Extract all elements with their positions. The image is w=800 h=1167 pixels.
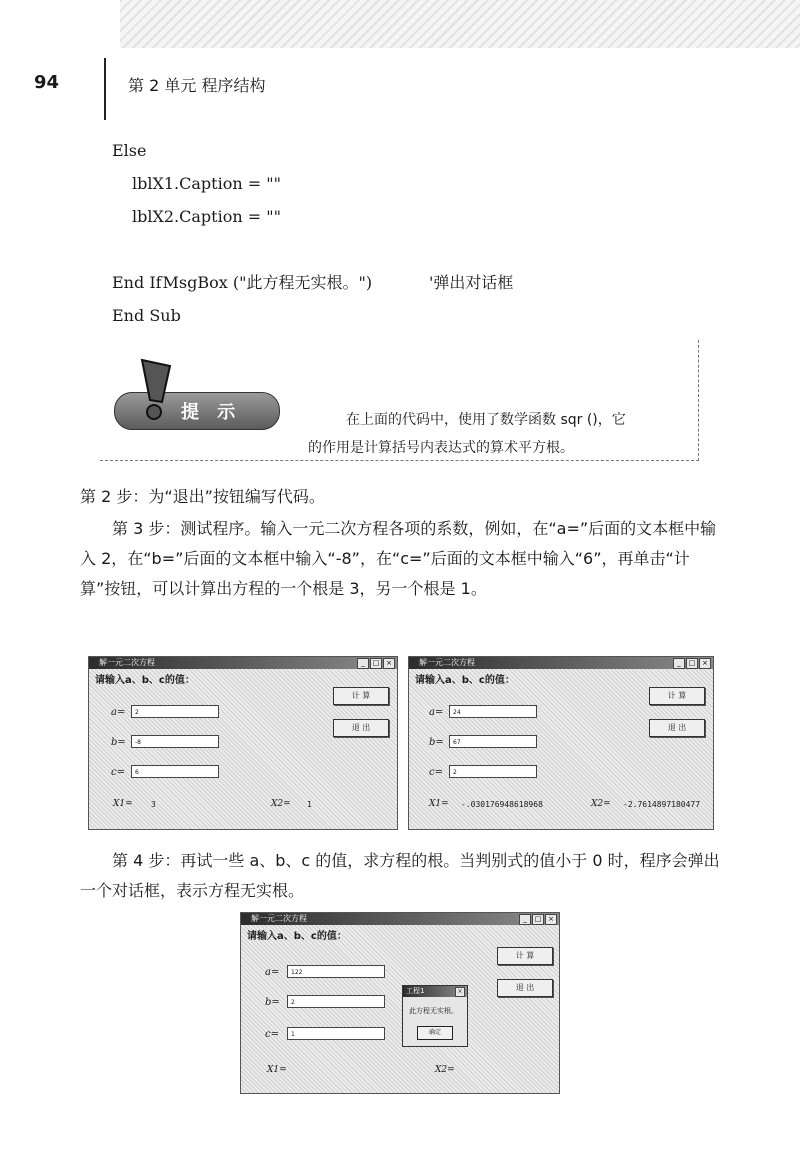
close-icon[interactable]: × [455,987,465,997]
root-x2-value: -2.7614897180477 [623,800,701,809]
app-window-2 [408,656,714,830]
label-b: b= [429,737,444,748]
header-decoration [120,0,800,48]
label-x2: X2= [271,799,291,809]
window-title: 解一元二次方程 [251,914,307,923]
tip-line: 在上面的代码中，使用了数学函数 sqr ()，它 [346,412,626,428]
tip-callout [100,340,700,462]
code-line: Else [112,141,147,160]
close-icon[interactable]: × [699,658,711,669]
dialog-title: 工程1 [406,987,425,995]
app-window-3 [240,912,560,1094]
label-x1: X1= [267,1065,287,1075]
input-a[interactable]: 122 [287,965,385,978]
input-b[interactable]: 67 [449,735,537,748]
code-comment: '弹出对话框 [429,273,514,292]
label-b: b= [111,737,126,748]
window-title: 解一元二次方程 [99,658,155,667]
tip-badge-label: 提 示 [181,402,242,423]
code-text: MsgBox ("此方程无实根。") [162,273,373,292]
exclamation-icon [134,358,178,422]
tip-line: 的作用是计算括号内表达式的算术平方根。 [308,440,574,456]
window-titlebar [89,657,397,669]
label-b: b= [265,997,280,1008]
label-a: a= [429,707,444,718]
step-2-text: 第 2 步：为“退出”按钮编写代码。 [80,487,325,506]
dialog-message: 此方程无实根。 [409,1007,458,1015]
window-titlebar [241,913,559,925]
label-x2: X2= [435,1065,455,1075]
maximize-icon[interactable]: □ [370,658,382,669]
exit-button[interactable]: 退 出 [333,719,389,737]
minimize-icon[interactable]: _ [673,658,685,669]
step-4-text: 第 4 步：再试一些 a、b、c 的值，求方程的根。当判别式的值小于 0 时，程序会弹出一个对话框，表示方程无实根。 [80,851,720,900]
exit-button[interactable]: 退 出 [649,719,705,737]
code-line: lblX1.Caption = "" [132,174,281,193]
input-b[interactable]: 2 [287,995,385,1008]
page-number: 94 [34,72,60,93]
chapter-title: 第 2 单元 程序结构 [128,76,266,95]
root-x2-value: 1 [307,800,312,809]
close-icon[interactable]: × [383,658,395,669]
maximize-icon[interactable]: □ [686,658,698,669]
input-c[interactable]: 6 [131,765,219,778]
window-titlebar [409,657,713,669]
calculate-button[interactable]: 计 算 [333,687,389,705]
input-prompt: 请输入a、b、c的值： [247,931,347,942]
root-x1-value: -.030176948618968 [461,800,543,809]
calculate-button[interactable]: 计 算 [649,687,705,705]
dialog-titlebar [403,986,467,997]
ok-button[interactable]: 确定 [417,1026,453,1040]
input-c[interactable]: 1 [287,1027,385,1040]
input-a[interactable]: 2 [131,705,219,718]
input-a[interactable]: 24 [449,705,537,718]
label-x1: X1= [429,799,449,809]
message-dialog [402,985,468,1047]
app-window-1 [88,656,398,830]
label-a: a= [265,967,280,978]
minimize-icon[interactable]: _ [519,914,531,925]
code-listing [112,134,514,332]
step-3-text: 第 3 步：测试程序。输入一元二次方程各项的系数，例如，在“a=”后面的文本框中输入 2，在“b=”后面的文本框中输入“-8”，在“c=”后面的文本框中输入“6”，再单击“计算”按钮，可以计算出方程的一个根是 3，另一个根是 1。 [80,519,717,598]
root-x1-value: 3 [151,800,156,809]
minimize-icon[interactable]: _ [357,658,369,669]
input-prompt: 请输入a、b、c的值： [415,675,515,686]
input-b[interactable]: -8 [131,735,219,748]
maximize-icon[interactable]: □ [532,914,544,925]
input-c[interactable]: 2 [449,765,537,778]
window-title: 解一元二次方程 [419,658,475,667]
label-a: a= [111,707,126,718]
calculate-button[interactable]: 计 算 [497,947,553,965]
header-divider [104,58,106,120]
label-x1: X1= [113,799,133,809]
label-c: c= [429,767,443,778]
tip-text [308,406,688,462]
code-line: End Sub [112,306,181,325]
label-c: c= [265,1029,279,1040]
code-line: lblX2.Caption = "" [132,207,281,226]
label-c: c= [111,767,125,778]
close-icon[interactable]: × [545,914,557,925]
input-prompt: 请输入a、b、c的值： [95,675,195,686]
label-x2: X2= [591,799,611,809]
code-line: End If [112,273,162,292]
exit-button[interactable]: 退 出 [497,979,553,997]
